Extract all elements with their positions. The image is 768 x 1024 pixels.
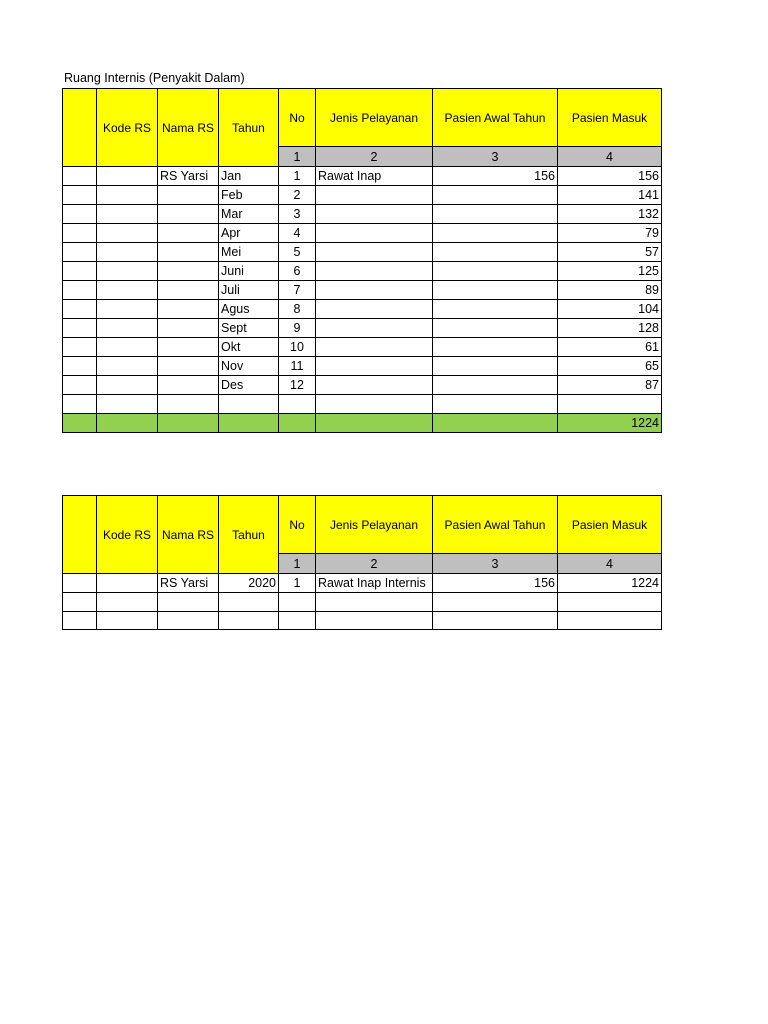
pasien-masuk-cell[interactable]: 104 (558, 300, 662, 319)
table-cell[interactable] (433, 611, 558, 630)
table-row (63, 205, 662, 224)
nama-rs-cell[interactable] (158, 205, 219, 224)
pasien-masuk-cell[interactable]: 141 (558, 186, 662, 205)
table-cell[interactable] (63, 611, 97, 630)
col-number-2[interactable]: 2 (316, 554, 433, 574)
table-cell[interactable] (219, 395, 279, 414)
table-row (63, 574, 662, 593)
pasien-awal-cell[interactable]: 156 (433, 167, 558, 186)
table-cell[interactable] (63, 300, 97, 319)
table-row (63, 243, 662, 262)
pasien-masuk-cell[interactable]: 156 (558, 167, 662, 186)
pasien-masuk-cell[interactable]: 79 (558, 224, 662, 243)
jenis-pelayanan-cell[interactable]: Rawat Inap (316, 167, 433, 186)
jenis-pelayanan-cell[interactable] (316, 338, 433, 357)
table-cell[interactable] (63, 243, 97, 262)
table-cell[interactable] (433, 413, 558, 432)
month-cell[interactable]: Juli (219, 281, 279, 300)
pasien-masuk-cell[interactable]: 61 (558, 338, 662, 357)
kode-rs-cell[interactable] (97, 186, 158, 205)
table-cell[interactable] (63, 574, 97, 593)
table-row (63, 319, 662, 338)
jenis-pelayanan-cell[interactable] (316, 205, 433, 224)
table-cell[interactable] (63, 413, 97, 432)
table-cell[interactable] (158, 413, 219, 432)
table-cell[interactable] (97, 593, 158, 612)
month-cell[interactable]: Apr (219, 224, 279, 243)
month-cell[interactable]: Okt (219, 338, 279, 357)
pasien-awal-cell[interactable] (433, 281, 558, 300)
no-cell[interactable]: 7 (279, 281, 316, 300)
col-number-1[interactable]: 1 (279, 147, 316, 167)
month-cell[interactable]: Des (219, 376, 279, 395)
header-blank-cell[interactable] (63, 496, 97, 574)
pasien-awal-cell[interactable] (433, 376, 558, 395)
table-row-empty (63, 593, 662, 612)
table-row (63, 300, 662, 319)
table-cell[interactable] (63, 593, 97, 612)
kode-rs-cell[interactable] (97, 376, 158, 395)
jenis-pelayanan-cell[interactable] (316, 243, 433, 262)
jenis-pelayanan-cell[interactable] (316, 281, 433, 300)
table-cell[interactable] (316, 413, 433, 432)
pasien-awal-cell[interactable] (433, 243, 558, 262)
jenis-pelayanan-cell[interactable] (316, 262, 433, 281)
pasien-masuk-cell[interactable]: 87 (558, 376, 662, 395)
month-cell[interactable]: Mar (219, 205, 279, 224)
month-cell[interactable]: Juni (219, 262, 279, 281)
no-cell[interactable]: 10 (279, 338, 316, 357)
no-cell[interactable]: 1 (279, 167, 316, 186)
table-cell[interactable] (63, 338, 97, 357)
kode-rs-cell[interactable] (97, 300, 158, 319)
table-cell[interactable] (558, 593, 662, 612)
table-cell[interactable] (316, 593, 433, 612)
kode-rs-cell[interactable] (97, 357, 158, 376)
table-row (63, 338, 662, 357)
nama-rs-cell[interactable] (158, 243, 219, 262)
kode-rs-cell[interactable] (97, 243, 158, 262)
header-jenis-pelayanan[interactable]: Jenis Pelayanan (316, 496, 433, 554)
table-cell[interactable] (219, 593, 279, 612)
no-cell[interactable]: 8 (279, 300, 316, 319)
nama-rs-cell[interactable] (158, 319, 219, 338)
table-row (63, 357, 662, 376)
table-row-empty (63, 611, 662, 630)
month-cell[interactable]: Mei (219, 243, 279, 262)
jenis-pelayanan-cell[interactable] (316, 224, 433, 243)
table-row (63, 167, 662, 186)
no-cell[interactable]: 11 (279, 357, 316, 376)
table-cell[interactable] (63, 319, 97, 338)
pasien-masuk-cell[interactable]: 57 (558, 243, 662, 262)
table-cell[interactable] (97, 395, 158, 414)
table-cell[interactable] (558, 611, 662, 630)
col-number-3[interactable]: 3 (433, 147, 558, 167)
header-pasien-awal-tahun[interactable]: Pasien Awal Tahun (433, 496, 558, 554)
header-no[interactable]: No (279, 89, 316, 147)
kode-rs-cell[interactable] (97, 224, 158, 243)
header-pasien-awal-tahun[interactable]: Pasien Awal Tahun (433, 89, 558, 147)
month-cell[interactable]: Sept (219, 319, 279, 338)
table-cell[interactable] (158, 611, 219, 630)
table-cell[interactable] (558, 395, 662, 414)
col-number-4[interactable]: 4 (558, 147, 662, 167)
header-nama-rs[interactable]: Nama RS (158, 89, 219, 167)
table-cell[interactable] (219, 611, 279, 630)
table-row (63, 376, 662, 395)
header-pasien-masuk[interactable]: Pasien Masuk (558, 496, 662, 554)
table-cell[interactable] (63, 376, 97, 395)
no-cell[interactable]: 6 (279, 262, 316, 281)
jenis-pelayanan-cell[interactable] (316, 186, 433, 205)
month-cell[interactable]: Jan (219, 167, 279, 186)
jenis-pelayanan-cell[interactable]: Rawat Inap Internis (316, 574, 433, 593)
total-row (63, 413, 662, 432)
header-no[interactable]: No (279, 496, 316, 554)
month-cell[interactable]: Agus (219, 300, 279, 319)
jenis-pelayanan-cell[interactable] (316, 319, 433, 338)
pasien-awal-cell[interactable] (433, 262, 558, 281)
pasien-masuk-cell[interactable]: 128 (558, 319, 662, 338)
no-cell[interactable]: 9 (279, 319, 316, 338)
pasien-masuk-cell[interactable]: 65 (558, 357, 662, 376)
table-cell[interactable] (279, 593, 316, 612)
header-jenis-pelayanan[interactable]: Jenis Pelayanan (316, 89, 433, 147)
pasien-masuk-cell[interactable]: 1224 (558, 574, 662, 593)
pasien-awal-cell[interactable] (433, 300, 558, 319)
monthly-patients-table (62, 88, 662, 433)
header-nama-rs[interactable]: Nama RS (158, 496, 219, 574)
nama-rs-cell[interactable]: RS Yarsi (158, 574, 219, 593)
tahun-cell[interactable]: 2020 (219, 574, 279, 593)
header-tahun[interactable]: Tahun (219, 89, 279, 167)
kode-rs-cell[interactable] (97, 338, 158, 357)
month-cell[interactable]: Feb (219, 186, 279, 205)
pasien-awal-cell[interactable]: 156 (433, 574, 558, 593)
no-cell[interactable]: 12 (279, 376, 316, 395)
table-row-empty (63, 395, 662, 414)
nama-rs-cell[interactable] (158, 224, 219, 243)
pasien-masuk-cell[interactable]: 125 (558, 262, 662, 281)
table-cell[interactable] (158, 395, 219, 414)
col-number-3[interactable]: 3 (433, 554, 558, 574)
header-kode-rs[interactable]: Kode RS (97, 89, 158, 167)
header-tahun[interactable]: Tahun (219, 496, 279, 574)
table-cell[interactable] (433, 395, 558, 414)
yearly-summary-table (62, 495, 662, 630)
month-cell[interactable]: Nov (219, 357, 279, 376)
col-number-4[interactable]: 4 (558, 554, 662, 574)
nama-rs-cell[interactable] (158, 186, 219, 205)
table-cell[interactable] (63, 281, 97, 300)
pasien-awal-cell[interactable] (433, 319, 558, 338)
pasien-awal-cell[interactable] (433, 224, 558, 243)
jenis-pelayanan-cell[interactable] (316, 357, 433, 376)
jenis-pelayanan-cell[interactable] (316, 376, 433, 395)
pasien-awal-cell[interactable] (433, 338, 558, 357)
total-pasien-masuk[interactable]: 1224 (558, 413, 662, 432)
kode-rs-cell[interactable] (97, 167, 158, 186)
sheet-title: Ruang Internis (Penyakit Dalam) (64, 71, 245, 85)
header-blank-cell[interactable] (63, 89, 97, 167)
kode-rs-cell[interactable] (97, 319, 158, 338)
monthly-rows (63, 167, 662, 395)
no-cell[interactable]: 3 (279, 205, 316, 224)
col-number-2[interactable]: 2 (316, 147, 433, 167)
table-cell[interactable] (63, 186, 97, 205)
no-cell[interactable]: 1 (279, 574, 316, 593)
table-cell[interactable] (63, 262, 97, 281)
table-row (63, 262, 662, 281)
table-row (63, 224, 662, 243)
kode-rs-cell[interactable] (97, 281, 158, 300)
table-cell[interactable] (279, 413, 316, 432)
no-cell[interactable]: 4 (279, 224, 316, 243)
table-cell[interactable] (97, 413, 158, 432)
nama-rs-cell[interactable] (158, 338, 219, 357)
nama-rs-cell[interactable] (158, 262, 219, 281)
table-cell[interactable] (97, 611, 158, 630)
table-row (63, 281, 662, 300)
col-number-1[interactable]: 1 (279, 554, 316, 574)
table-row (63, 186, 662, 205)
nama-rs-cell[interactable]: RS Yarsi (158, 167, 219, 186)
pasien-masuk-cell[interactable]: 132 (558, 205, 662, 224)
nama-rs-cell[interactable] (158, 376, 219, 395)
table-cell[interactable] (63, 357, 97, 376)
table-cell[interactable] (279, 611, 316, 630)
table-cell[interactable] (219, 413, 279, 432)
nama-rs-cell[interactable] (158, 357, 219, 376)
table-cell[interactable] (63, 167, 97, 186)
table-cell[interactable] (158, 593, 219, 612)
header-pasien-masuk[interactable]: Pasien Masuk (558, 89, 662, 147)
kode-rs-cell[interactable] (97, 205, 158, 224)
pasien-awal-cell[interactable] (433, 205, 558, 224)
table-cell[interactable] (63, 205, 97, 224)
nama-rs-cell[interactable] (158, 300, 219, 319)
table-cell[interactable] (316, 395, 433, 414)
no-cell[interactable]: 2 (279, 186, 316, 205)
table-cell[interactable] (63, 395, 97, 414)
table-cell[interactable] (433, 593, 558, 612)
table-cell[interactable] (279, 395, 316, 414)
header-kode-rs[interactable]: Kode RS (97, 496, 158, 574)
kode-rs-cell[interactable] (97, 574, 158, 593)
pasien-masuk-cell[interactable]: 89 (558, 281, 662, 300)
jenis-pelayanan-cell[interactable] (316, 300, 433, 319)
pasien-awal-cell[interactable] (433, 357, 558, 376)
nama-rs-cell[interactable] (158, 281, 219, 300)
kode-rs-cell[interactable] (97, 262, 158, 281)
pasien-awal-cell[interactable] (433, 186, 558, 205)
no-cell[interactable]: 5 (279, 243, 316, 262)
table-cell[interactable] (316, 611, 433, 630)
table-cell[interactable] (63, 224, 97, 243)
